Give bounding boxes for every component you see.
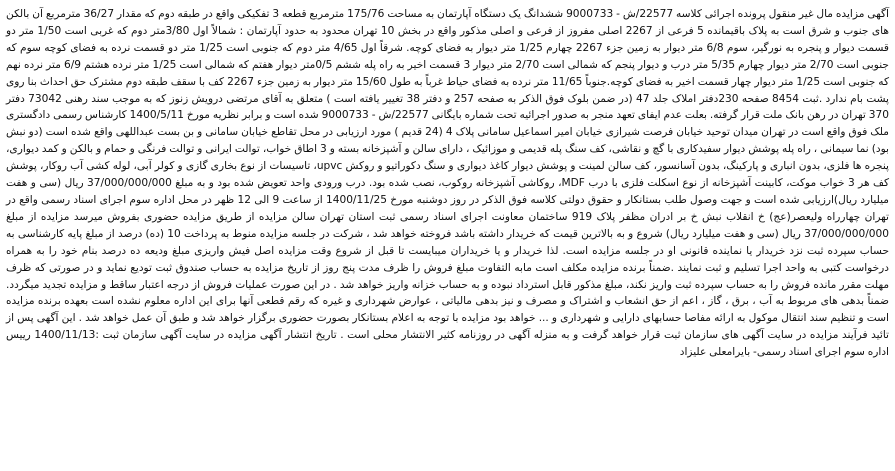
auction-notice-text: آگهی مزایده مال غیر منقول پرونده اجرائی کلاسه 22577/ش - 9000733 ششدانگ یک دستگاه آپارتمان به مساحت 175/76 مترمربع قطعه 3 تفکیکی واقع در طبقه دوم که مقدار 36/27 مترمربع آن بالکن های جنوب و شرق است به پلاک باقیمانده 5 فرعی از 2267 اصلی مفروز از فرعی و اصلی مذکور واقع در بخش 10 تهران محدود به حدود آپارتمان : شمالاً اول 3/80متر دوم که غربی است 1/50 متر دو قسمت دیوار و پنجره به نورگیر، سوم 6/8 متر دیوار به زمین جزء 2267 چهارم 1/25 متر دیوار به فضای کوچه. شرقاً اول 4/65 متر دوم که جنوبی است 1/25 متر دو قسمت نرده به فضای کوچه سوم که جنوبی است 2/70 متر دیوار چهارم 5/35 متر درب و دیوار پنجم که شمالی است 2/70 متر دیوار 3 قسمت اخیر به راه پله ششم 0/5متر دیوار هفتم که شمالی است 1/25 متر نرده هشتم 6/9 متر نرده نهم که جنوبی است 1/25 متر دیوار چهار قسمت اخیر به فضای کوچه.جنوباً 11/65 متر نرده به فضای حیاط غرباً به طول 15/60 متر دیوار به زمین جزء 2267 کف با سقف طبقه دوم مشترک حق احداث بنا روی پشت بام ندارد .ثبت 8454 صفحه 230دفتر املاک جلد 47 (در ضمن بلوک فوق الذکر به صفحه 257 و دفتر 38 تغییر یافته است ) متعلق به آقای مرتضی درویش زنوز که به موجب سند رهنی 73042 دفتر 370 تهران در رهن بانک ملت قرار گرفته. بعلت عدم ایفای تعهد منجر به صدور اجرائیه تحت شماره بایگانی 22577/ش - 9000733 شده است و برابر نظریه مورخ 1400/5/11 کارشناس رسمی دادگستری ملک فوق واقع است در تهران میدان توحید خیابان فرصت شیرازی خیابان امیر اسماعیل سامانی پلاک 4 (24 قدیم ) مورد ارزیابی در محل تقاطع خیابان سامانی و بن بست عبداللهی واقع شده است (دو نبش بود) نما سیمانی ، راه پله پوشش دیوار سفیدکاری با گچ و نقاشی، کف سنگ پله قدیمی و موزائیک ، دارای سالن و آشپزخانه بسته و 3 اطاق خواب، توالت ایرانی و توالت فرنگی و حمام و بالکن و کمد دیواری، پنجره ها فلزی، بدون انباری و پارکینگ، بدون آسانسور، کف سالن لمینت و پوشش دیوار کاغذ دیواری و سنگ دکوراتیو و روکش upvc، تاسیسات از نوع بخاری گازی و کولر آبی، لوله کشی آب روکار، پوشش کف هر 3 خواب موکت، کابینت آشپزخانه از نوع اسکلت فلزی با درب MDF، روکاشی آشپزخانه روکوب، نصب شده بود. درب ورودی واحد تعویض شده بود و به مبلغ 37/000/000/000 ریال (سی و هفت میلیارد ریال)ارزیابی شده است و جهت وصول طلب بستانکار و حقوق دولتی کلاسه فوق الذکر در روز دوشنبه مورخ 1400/11/25 از ساعت 9 الی 12 ظهر در محل اداره سوم اجرای اسناد رسمی واقع در تهران چهارراه ولیعصر(عج) خ انقلاب نبش خ بر ادران مظفر پلاک 919 ساختمان معاونت اجرای اسناد رسمی ثبت استان تهران سالن مزایده از طریق مزایده حضوری بفروش میرسد مزایده از مبلغ 37/000/000/000 ریال (سی و هفت میلیارد ریال) شروع و به بالاترین قیمت که خریدار داشته باشد فروخته خواهد شد ، شرکت در جلسه مزایده منوط به پرداخت 10 (ده) درصد از مبلغ پایه کارشناسی به حساب سپرده ثبت نزد خریدار یا نماینده قانونی او در جلسه مزایده است. لذا خریدار و یا خریداران میبایست تا قبل از شروع وقت مزایده اصل فیش واریزی مبلغ ودیعه ده درصد بنام خود را به همراه درخواست کتبی به واحد اجرا تسلیم و ثبت نمایند .ضمناً برنده مزایده مکلف است مابه التفاوت مبلغ فروش را ظرف مدت پنج روز از تاریخ مزایده به حساب صندوق ثبت تودیع نماید و در صورتی که ظرف مهلت مقرر مانده فروش را به حساب سپرده ثبت واریز نکند، مبلغ مذکور قابل استرداد نبوده و به حساب خزانه واریز خواهد شد . در این صورت عملیات فروش از درجه اعتبار ساقط و مزایده تجدید میگردد. ضمناً بدهی های مربوط به آب ، برق ، گاز ، اعم از حق انشعاب و اشتراک و مصرف و نیز بدهی مالیاتی ، عوارض شهرداری و غیره که رقم قطعی آنها برای این اداره معلوم نشده است بعهده برنده مزایده است و تنظیم سند انتقال موکول به ارائه مفاصا حسابهای دارایی و شهرداری و ... خواهد بود مزایده با توجه به اعلام بستانکار بصورت حضوری برگزار خواهد شد و طبق آن عمل خواهد شد . این آگهی پس از تائید فرآیند مزایده در سایت آگهی های سازمان ثبت قرار خواهد گرفت و به منزله آگهی در روزنامه کثیر الانتشار محلی است . تاریخ انتشار آگهی مزایده در سایت آگهی سازمان ثبت :1400/11/13 رییس اداره سوم اجرای اسناد رسمی- بایرامعلی علیزاد bbox=[6, 8, 890, 359]
